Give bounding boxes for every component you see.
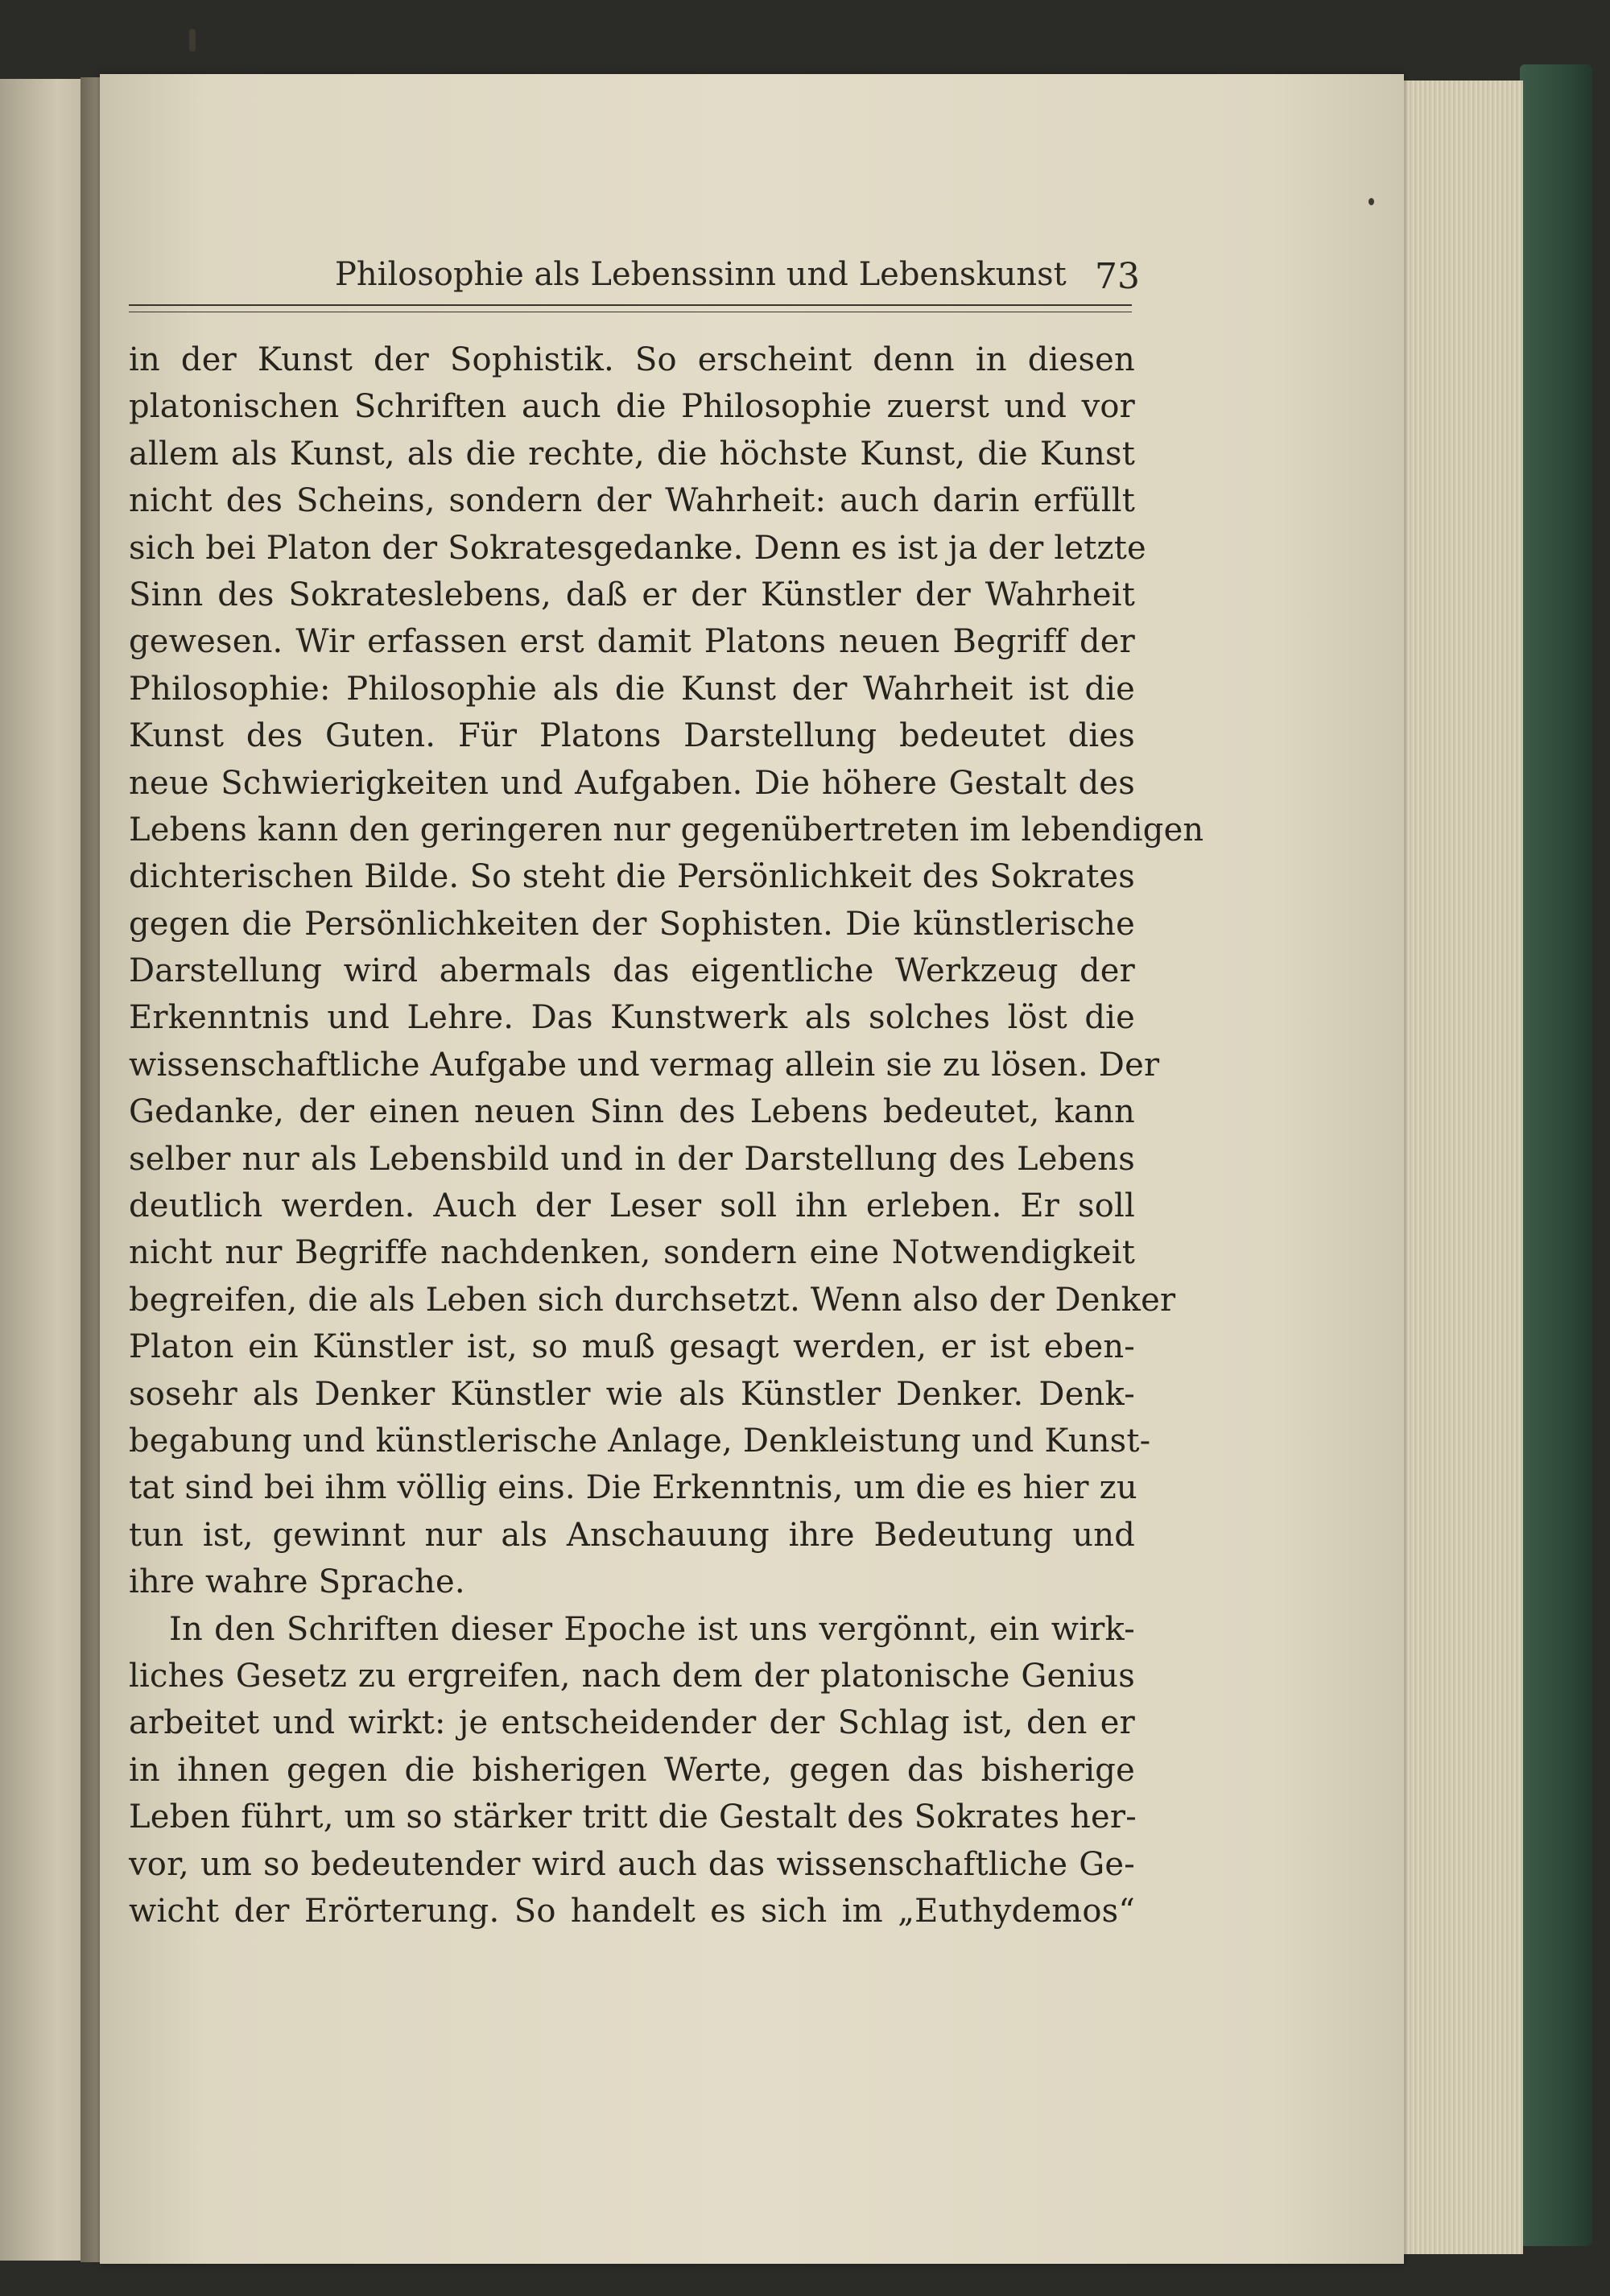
text-line: Leben führt, um so stärker tritt die Gestalt des Sokrates her- [129, 1798, 1137, 1836]
text-line: ihre wahre Sprache. [129, 1563, 465, 1601]
text-line: Platon ein Künstler ist, so muß gesagt werden, er ist eben- [129, 1328, 1135, 1366]
page-number: 73 [1095, 256, 1140, 297]
text-line: tun ist, gewinnt nur als Anschauung ihre Bedeutung und [129, 1516, 1135, 1554]
text-line: arbeitet und wirkt: je entscheidender der Schlag ist, den er [129, 1704, 1135, 1742]
text-line: Gedanke, der einen neuen Sinn des Lebens bedeutet, kann [129, 1093, 1135, 1131]
running-title: Philosophie als Lebenssinn und Lebenskunst [335, 256, 1067, 293]
text-line: Darstellung wird abermals das eigentliche Werkzeug der [129, 952, 1135, 990]
text-line: nicht des Scheins, sondern der Wahrheit: auch darin erfüllt [129, 482, 1135, 520]
text-line: Erkenntnis und Lehre. Das Kunstwerk als solches löst die [129, 999, 1135, 1037]
text-line: Philosophie: Philosophie als die Kunst der Wahrheit ist die [129, 670, 1135, 708]
text-line: gewesen. Wir erfassen erst damit Platons neuen Begriff der [129, 623, 1135, 661]
text-line: dichterischen Bilde. So steht die Persönlichkeit des Sokrates [129, 858, 1135, 896]
text-line: in ihnen gegen die bisherigen Werte, gegen das bisherige [129, 1751, 1135, 1789]
text-line: platonischen Schriften auch die Philosophie zuerst und vor [129, 388, 1135, 426]
dust-speck [189, 29, 196, 52]
page-block-edges [1401, 81, 1523, 2254]
book-cover-edge [1520, 64, 1592, 2246]
text-line: selber nur als Lebensbild und in der Darstellung des Lebens [129, 1140, 1135, 1178]
text-line: vor, um so bedeutender wird auch das wissenschaftliche Ge- [129, 1845, 1135, 1883]
text-line: allem als Kunst, als die rechte, die höchste Kunst, die Kunst [129, 435, 1135, 473]
text-line: neue Schwierigkeiten und Aufgaben. Die höhere Gestalt des [129, 764, 1135, 802]
text-line: liches Gesetz zu ergreifen, nach dem der platonische Genius [129, 1657, 1135, 1695]
text-line: Sinn des Sokrateslebens, daß er der Künstler der Wahrheit [129, 576, 1135, 613]
text-line: begabung und künstlerische Anlage, Denkleistung und Kunst- [129, 1422, 1151, 1460]
text-line: tat sind bei ihm völlig eins. Die Erkenntnis, um die es hier zu [129, 1469, 1137, 1507]
text-line: Kunst des Guten. Für Platons Darstellung bedeutet dies [129, 717, 1135, 755]
text-line: Lebens kann den geringeren nur gegenübertreten im lebendigen [129, 811, 1204, 849]
text-line: begreifen, die als Leben sich durchsetzt. Wenn also der Denker [129, 1281, 1176, 1319]
text-line: in der Kunst der Sophistik. So erscheint denn in diesen [129, 341, 1135, 378]
text-line: sich bei Platon der Sokratesgedanke. Denn es ist ja der letzte [129, 529, 1146, 567]
header-rule [129, 304, 1132, 312]
dust-speck [1368, 198, 1374, 205]
body-text [129, 337, 1204, 1935]
text-line: sosehr als Denker Künstler wie als Künstler Denker. Denk- [129, 1375, 1135, 1413]
text-line: In den Schriften dieser Epoche ist uns vergönnt, ein wirk- [169, 1610, 1135, 1648]
text-line: wicht der Erörterung. So handelt es sich im „Euthydemos“ [129, 1892, 1135, 1930]
text-line: deutlich werden. Auch der Leser soll ihn erleben. Er soll [129, 1187, 1135, 1225]
text-line: gegen die Persönlichkeiten der Sophisten. Die künstlerische [129, 905, 1135, 943]
text-line: nicht nur Begriffe nachdenken, sondern eine Notwendigkeit [129, 1234, 1135, 1272]
text-line: wissenschaftliche Aufgabe und vermag allein sie zu lösen. Der [129, 1046, 1160, 1084]
